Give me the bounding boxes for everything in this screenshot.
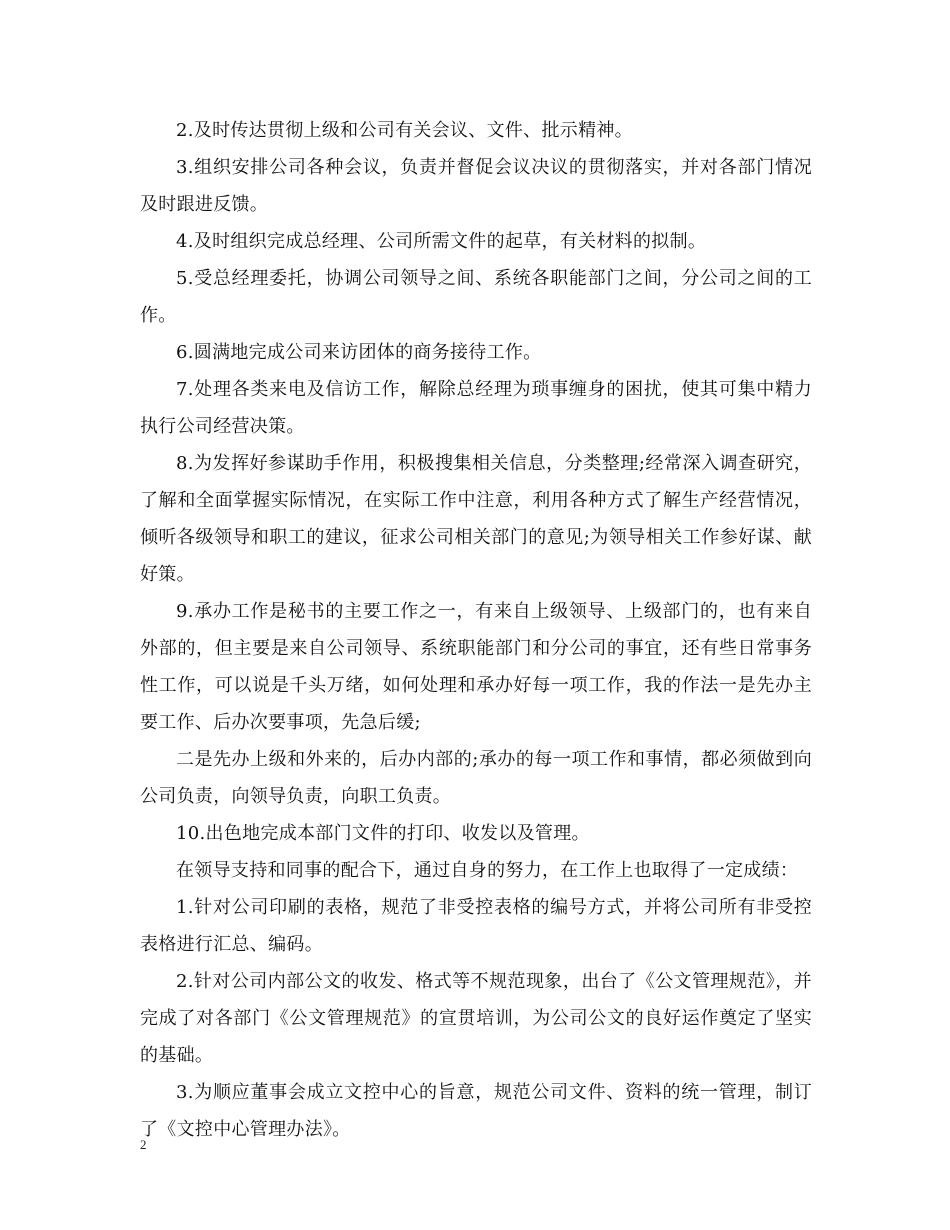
paragraph: 2.及时传达贯彻上级和公司有关会议、文件、批示精神。	[176, 120, 633, 141]
paragraph: 2.针对公司内部公文的收发、格式等不规范现象，出台了《公文管理规范》，并完成了对各部门《公文管理规范》的宣贯培训，为公司公文的良好运作奠定了坚实的基础。	[140, 971, 812, 1066]
paragraph: 8.为发挥好参谋助手作用，积极搜集相关信息，分类整理;经常深入调查研究，了解和全面掌握实际情况，在实际工作中注意，利用各种方式了解生产经营情况，倾听各级领导和职工的建议，征求公司相关部门的意见;为领导相关工作参好谋、献好策。	[140, 453, 812, 585]
paragraph: 3.组织安排公司各种会议，负责并督促会议决议的贯彻落实，并对各部门情况及时跟进反馈。	[140, 157, 812, 215]
paragraph: 9.承办工作是秘书的主要工作之一，有来自上级领导、上级部门的，也有来自外部的，但主要是来自公司领导、系统职能部门和分公司的事宜，还有些日常事务性工作，可以说是千头万绪，如何处理和承办好每一项工作，我的作法一是先办主要工作、后办次要事项，先急后缓;	[140, 601, 812, 733]
paragraph: 二是先办上级和外来的，后办内部的;承办的每一项工作和事情，都必须做到向公司负责，向领导负责，向职工负责。	[140, 749, 812, 807]
paragraph: 在领导支持和同事的配合下，通过自身的努力，在工作上也取得了一定成绩：	[176, 860, 799, 881]
document-body	[140, 112, 812, 1148]
paragraph: 10.出色地完成本部门文件的打印、收发以及管理。	[176, 823, 590, 844]
page-number: 2	[140, 1137, 147, 1152]
paragraph: 6.圆满地完成公司来访团体的商务接待工作。	[176, 342, 542, 363]
paragraph: 7.处理各类来电及信访工作，解除总经理为琐事缠身的困扰，使其可集中精力执行公司经营决策。	[140, 379, 812, 437]
paragraph: 3.为顺应董事会成立文控中心的旨意，规范公司文件、资料的统一管理，制订了《文控中心管理办法》。	[140, 1082, 812, 1140]
paragraph: 4.及时组织完成总经理、公司所需文件的起草，有关材料的拟制。	[176, 231, 707, 252]
paragraph: 1.针对公司印刷的表格，规范了非受控表格的编号方式，并将公司所有非受控表格进行汇总、编码。	[140, 897, 812, 955]
paragraph: 5.受总经理委托，协调公司领导之间、系统各职能部门之间，分公司之间的工作。	[140, 268, 812, 326]
